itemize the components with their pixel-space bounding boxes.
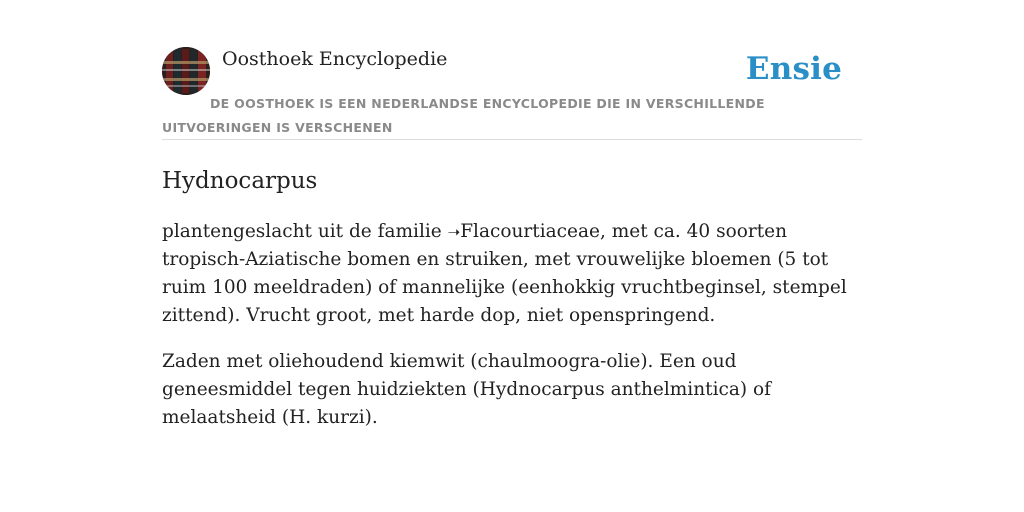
article-paragraph-1 [162, 218, 862, 330]
site-tagline: DE OOSTHOEK IS EEN NEDERLANDSE ENCYCLOPEDIE DIE IN VERSCHILLENDE UITVOERINGEN IS VERSCHENEN [162, 96, 765, 135]
book-spines-icon[interactable] [162, 47, 210, 95]
article-title: Hydnocarpus [162, 168, 318, 194]
site-name[interactable]: Oosthoek Encyclopedie [222, 48, 448, 70]
link-label: Flacourtiaceae [460, 221, 600, 242]
site-header [162, 44, 862, 140]
article-paragraph-2: Zaden met oliehoudend kiemwit (chaulmoogra-olie). Een oud geneesmiddel tegen huidziekten (Hydnocarpus anthelmintica) of melaatsheid (H. kurzi). [162, 351, 771, 428]
paragraph-text: plantengeslacht uit de familie [162, 221, 448, 242]
brand-logo[interactable]: Ensie [745, 51, 842, 87]
article-card [162, 44, 862, 432]
arrow-right-icon: ➝ [447, 223, 461, 241]
paragraph-text: , met ca. 40 soorten tropisch-Aziatische bomen en struiken, met vrouwelijke bloemen (5 tot ruim 100 meeldraden) of mannelijke (eenhokkig vruchtbeginsel, stempel zittend). Vrucht groot, met harde dop, niet openspringend. [162, 221, 847, 326]
flacourtiaceae-link[interactable] [448, 221, 600, 242]
